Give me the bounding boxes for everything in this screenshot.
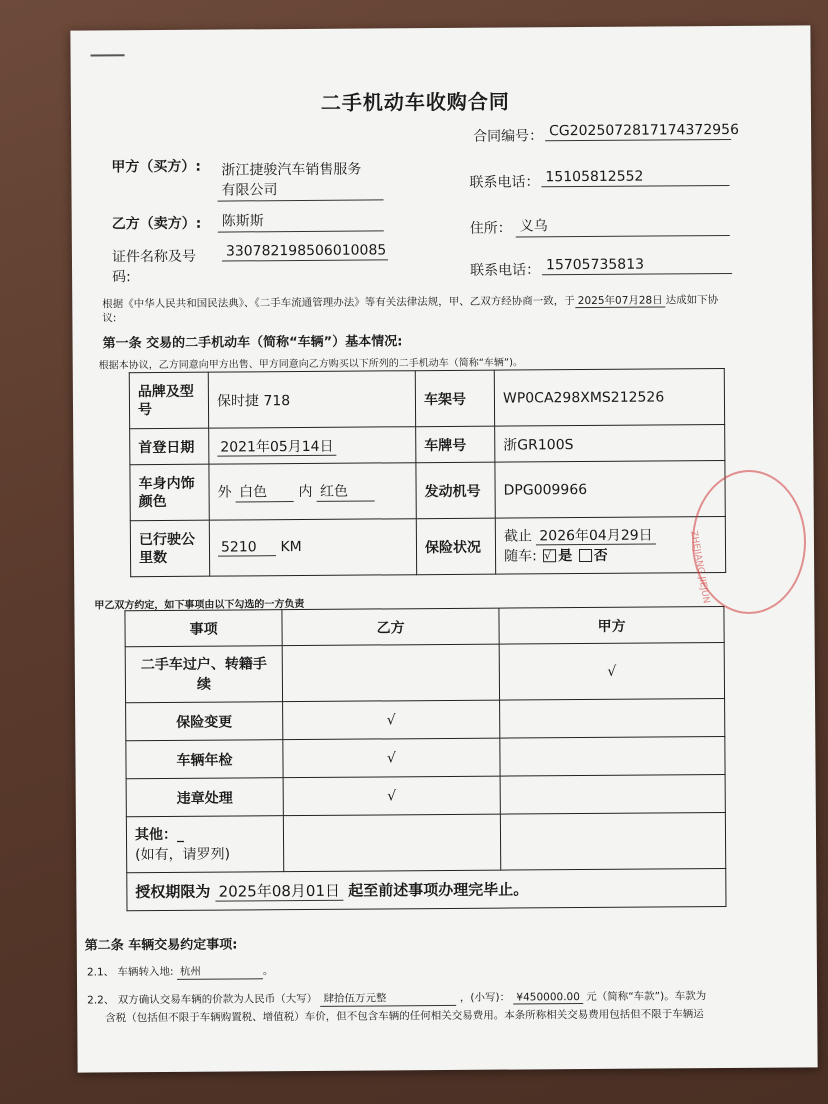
- duties-header-item: 事项: [125, 610, 282, 647]
- mileage-value: 5210: [218, 539, 276, 556]
- vin-label: 车架号: [415, 370, 494, 427]
- insurance-until: 2026年04月29日: [536, 527, 655, 545]
- party-a-label: 甲方（买方）:: [111, 158, 201, 176]
- plate-value: 浙GR100S: [495, 425, 725, 463]
- color-cell: 外 白色 内 红色: [209, 463, 416, 520]
- engine-label: 发动机号: [416, 462, 495, 519]
- duties-table: [124, 606, 726, 911]
- duty-inspection-a: [500, 737, 725, 777]
- id-doc-label-1: 证件名称及号: [111, 248, 197, 266]
- contract-no-label: 合同编号：: [473, 128, 544, 145]
- party-a-value-2: 有限公司: [217, 178, 383, 201]
- corner-mark: [91, 54, 125, 56]
- duty-inspection: 车辆年检: [126, 740, 283, 779]
- preamble-line-1: 根据《中华人民共和国民法典》、《二手车流通管理办法》等有关法律法规，甲、乙双方经协商一致，于 2025年07月28日 达成如下协: [102, 294, 719, 311]
- party-b-value: 陈斯斯: [218, 209, 384, 232]
- article1-intro: 根据本协议，乙方同意向甲方出售、甲方同意向乙方购买以下所列的二手机动车（简称“车辆”)。: [98, 357, 524, 372]
- page-title: 二手机动车收购合同: [320, 89, 510, 115]
- interior-color: 红色: [317, 480, 375, 501]
- mileage-label: 已行驶公 里数: [130, 520, 209, 577]
- duty-transfer-a: √: [499, 643, 724, 701]
- party-a-value-1: 浙江捷骏汽车销售服务: [221, 161, 362, 179]
- duty-insurance-a: [500, 699, 725, 739]
- engine-value: DPG009966: [495, 461, 725, 519]
- duties-intro: 甲乙双方约定，如下事项由以下勾选的一方负责: [94, 598, 305, 612]
- insurance-label: 保险状况: [416, 518, 495, 575]
- duty-inspection-b: √: [283, 738, 500, 778]
- plate-label: 车牌号: [416, 426, 495, 463]
- duty-other: 其他：_ (如有，请罗列): [126, 816, 283, 873]
- insurance-cell: 截止 2026年04月29日 随车: √ 是 否: [495, 517, 725, 575]
- exterior-color: 白色: [236, 481, 294, 502]
- no-checkbox[interactable]: [579, 549, 592, 562]
- duties-header-b: 乙方: [282, 608, 499, 646]
- preamble-line-2: 议:: [102, 312, 117, 325]
- clause-2-2-line-1: 2.2、 双方确认交易车辆的价款为人民币（大写） 肆拾伍万元整 ，(小写)： ¥450000.00 元（简称“车款”)。车款为: [87, 990, 707, 1007]
- vehicle-table: [129, 368, 726, 577]
- vin-value: WP0CA298XMS212526: [494, 369, 724, 427]
- address-label: 住所：: [469, 220, 512, 237]
- color-label: 车身内饰 颜色: [130, 464, 209, 521]
- party-b-phone-label: 联系电话：: [470, 262, 541, 279]
- yes-checkbox[interactable]: [543, 549, 556, 562]
- brand-value: 保时捷 718: [208, 371, 415, 428]
- address-value: 义乌: [516, 214, 730, 237]
- party-a-phone-value: 15105812552: [541, 168, 729, 187]
- duty-transfer-b: [282, 644, 499, 702]
- id-doc-value: 330782198506010085: [222, 242, 388, 261]
- duty-other-a: [500, 813, 725, 871]
- authorization-row: 授权期限为 2025年08月01日 起至前述事项办理完毕止。: [127, 869, 726, 911]
- mileage-cell: 5210 KM: [209, 519, 416, 576]
- duty-violation-b: √: [283, 776, 500, 816]
- duty-insurance: 保险变更: [126, 702, 283, 741]
- contract-no-value: CG2025072817174372956: [545, 122, 731, 141]
- duties-header-a: 甲方: [499, 607, 724, 645]
- duty-violation: 违章处理: [126, 778, 283, 817]
- reg-date-value: 2021年05月14日: [217, 438, 336, 456]
- brand-label: 品牌及型 号: [129, 372, 208, 429]
- duty-violation-a: [500, 775, 725, 815]
- party-b-label: 乙方（卖方）:: [111, 215, 202, 233]
- reg-date-cell: [209, 427, 416, 464]
- article2-heading: 第二条 车辆交易约定事项:: [84, 937, 238, 954]
- reg-date-label: 首登日期: [130, 428, 209, 465]
- authorization-date: 2025年08月01日: [216, 882, 343, 902]
- company-seal: ZHEJIANG JIEJUN: [692, 470, 806, 614]
- clause-2-2-line-2: 含税（包括但不限于车辆购置税、增值税）车价，但不包含车辆的任何相关交易费用。本条所称相关交易费用包括但不限于车辆运: [105, 1008, 704, 1025]
- article1-heading: 第一条 交易的二手机动车（简称“车辆”）基本情况:: [102, 334, 403, 352]
- id-doc-label-2: 码:: [112, 269, 131, 286]
- duty-insurance-b: √: [283, 700, 500, 740]
- party-b-phone-value: 15705735813: [542, 256, 732, 275]
- duty-transfer: 二手车过户、转籍手 续: [125, 646, 282, 703]
- duty-other-b: [283, 814, 500, 872]
- party-a-phone-label: 联系电话：: [469, 174, 540, 191]
- clause-2-1: 2.1、 车辆转入地: 杭州 。: [86, 965, 274, 979]
